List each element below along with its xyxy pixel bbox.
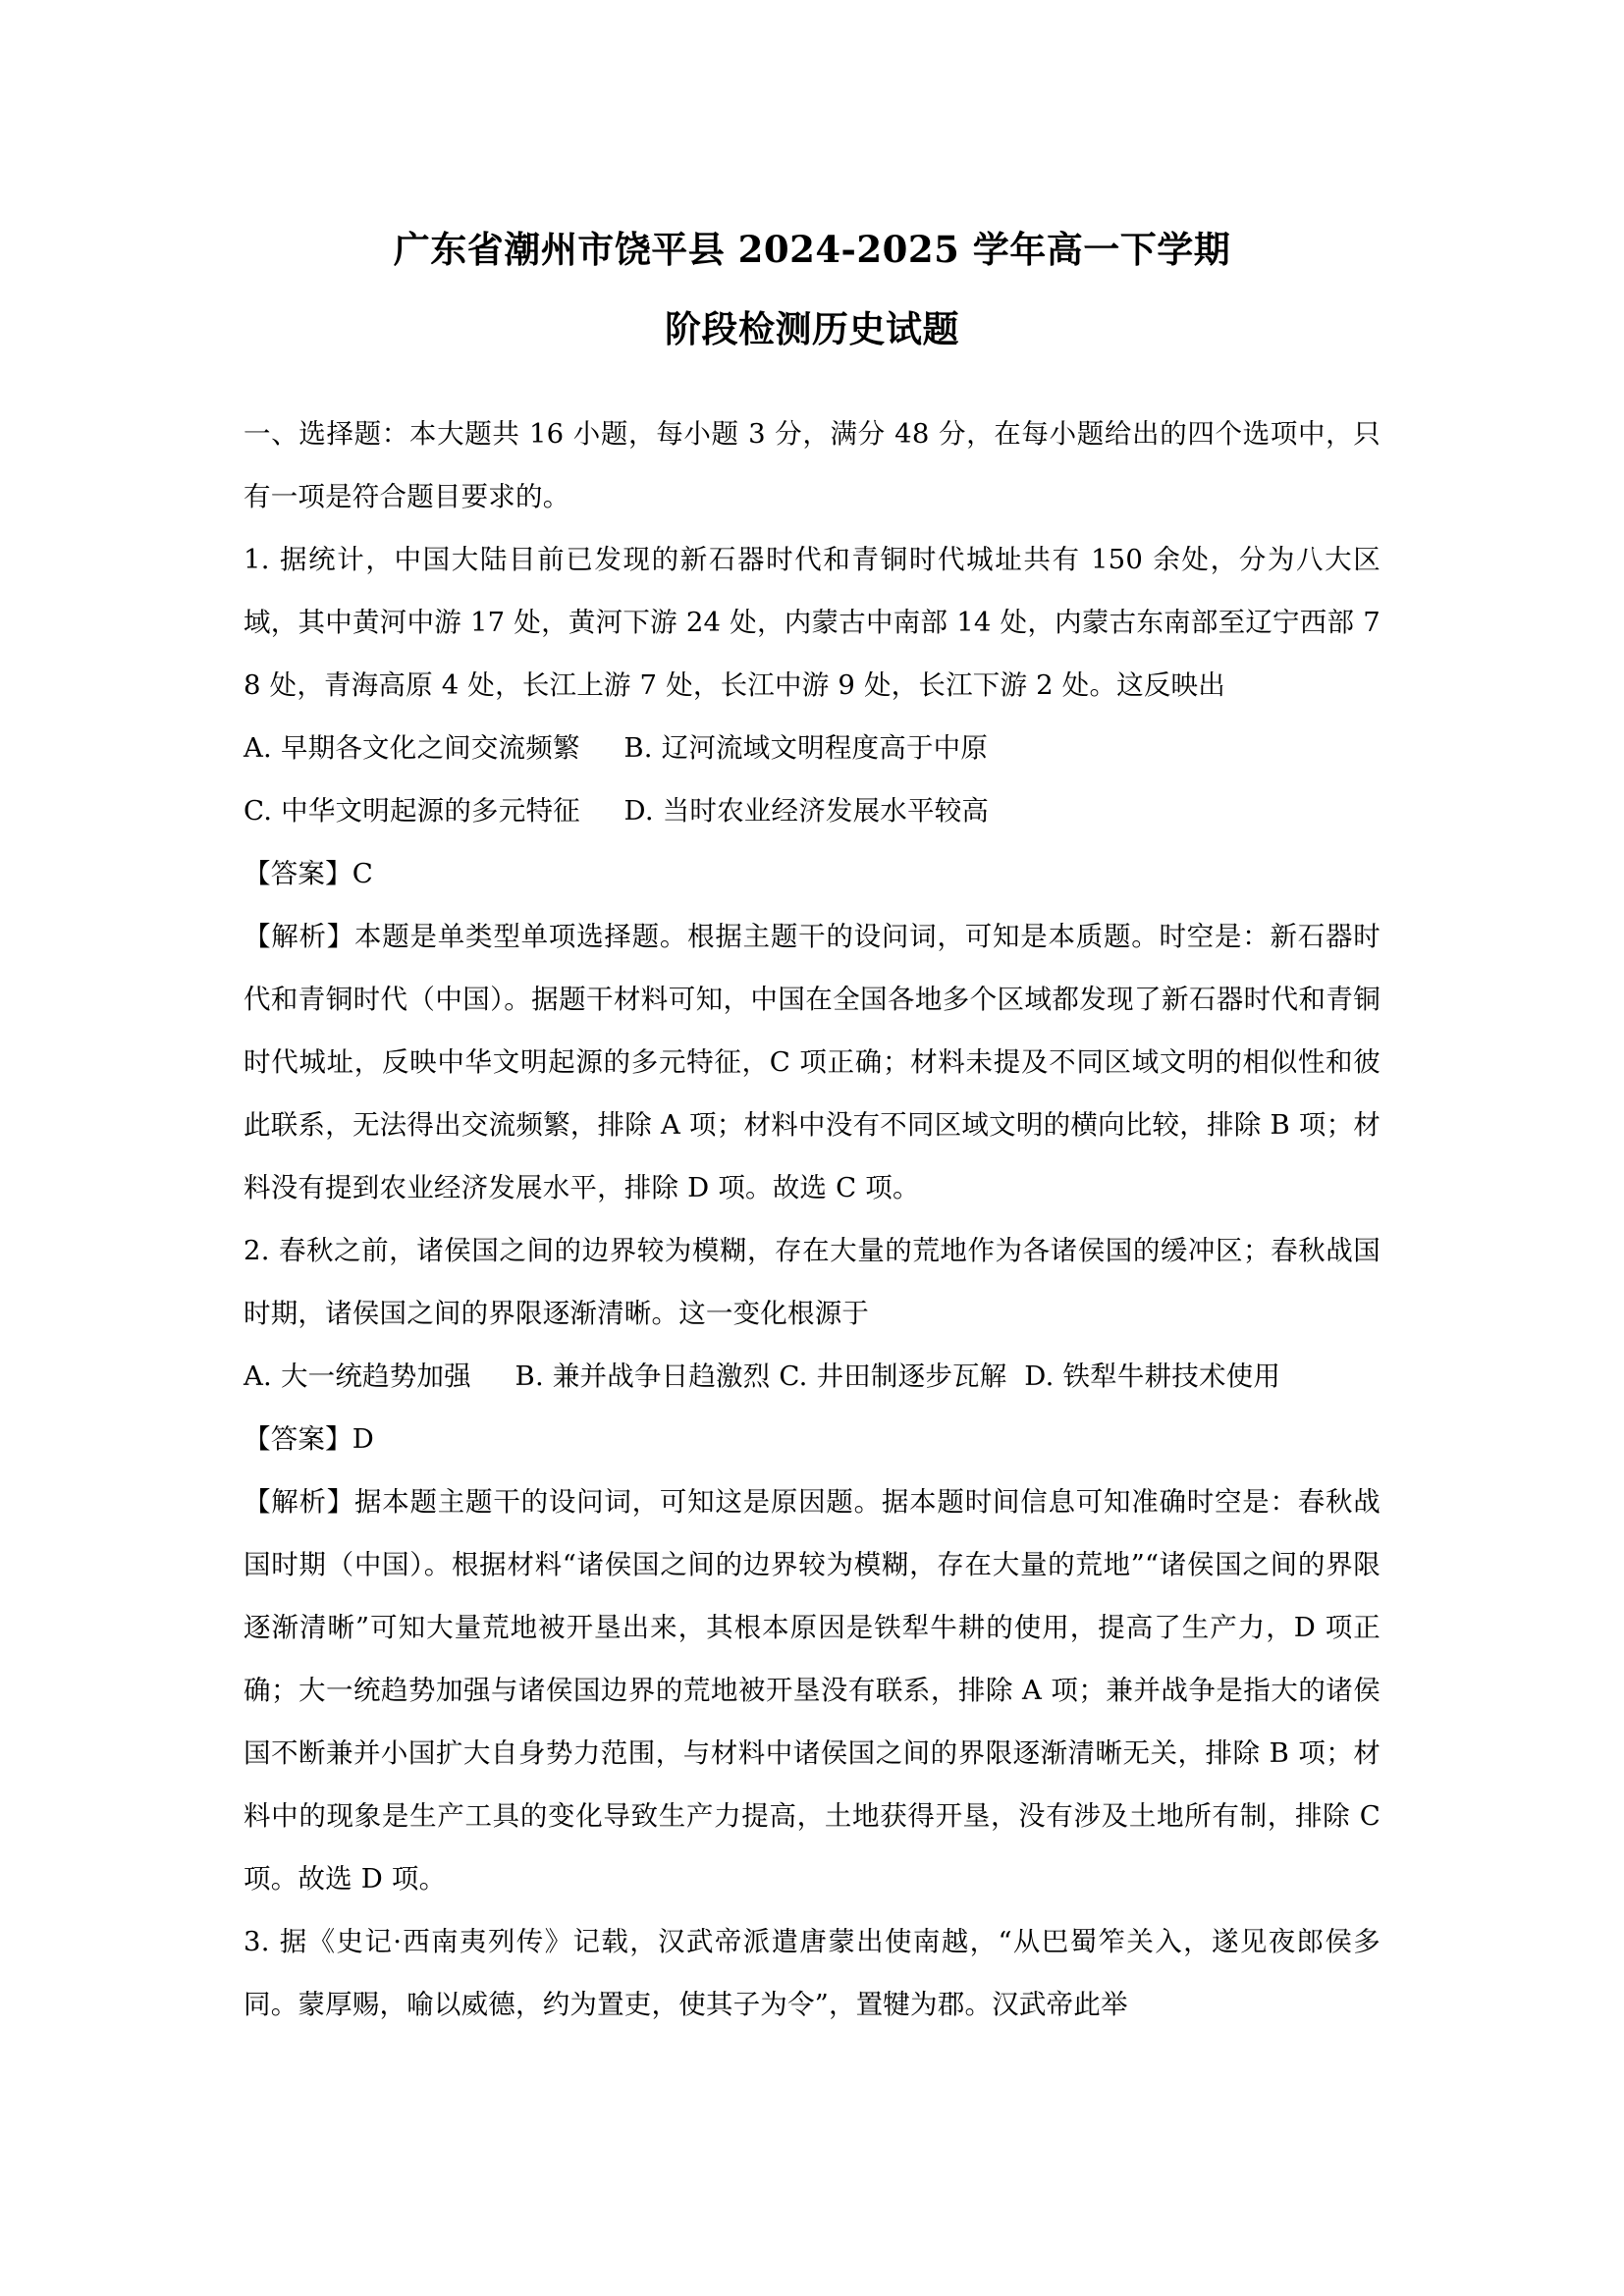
question-2-stem: 2. 春秋之前，诸侯国之间的边界较为模糊，存在大量的荒地作为各诸侯国的缓冲区；春秋战国时期，诸侯国之间的界限逐渐清晰。这一变化根源于 (244, 1235, 1380, 1329)
question-2-answer: 【答案】D (244, 1423, 375, 1455)
exam-body (244, 402, 1380, 2036)
page-title-line-1: 广东省潮州市饶平县 2024-2025 学年高一下学期 (393, 228, 1231, 271)
section-instruction: 一、选择题：本大题共 16 小题，每小题 3 分，满分 48 分，在每小题给出的四个选项中，只有一项是符合题目要求的。 (244, 418, 1380, 512)
question-3-stem: 3. 据《史记·西南夷列传》记载，汉武帝派遣唐蒙出使南越，“从巴蜀笮关入，遂见夜郎侯多同。蒙厚赐，喻以威德，约为置吏，使其子为令”，置犍为郡。汉武帝此举 (244, 1926, 1380, 2020)
question-1-stem: 1. 据统计，中国大陆目前已发现的新石器时代和青铜时代城址共有 150 余处，分为八大区域，其中黄河中游 17 处，黄河下游 24 处，内蒙古中南部 14 处，内蒙古东南部至辽宁西部 78 处，青海高原 4 处，长江上游 7 处，长江中游 9 处，长江下游 2 处。这反映出 (244, 544, 1380, 701)
question-1-answer: 【答案】C (244, 858, 374, 889)
page-title-line-2: 阶段检测历史试题 (665, 307, 959, 350)
question-2-analysis: 【解析】据本题主题干的设问词，可知这是原因题。据本题时间信息可知准确时空是：春秋战国时期（中国）。根据材料“诸侯国之间的边界较为模糊，存在大量的荒地”“诸侯国之间的界限逐渐清晰”可知大量荒地被开垦出来，其根本原因是铁犁牛耕的使用，提高了生产力，D 项正确；大一统趋势加强与诸侯国边界的荒地被开垦没有联系，排除 A 项；兼并战争是指大的诸侯国不断兼并小国扩大自身势力范围，与材料中诸侯国之间的界限逐渐清晰无关，排除 B 项；材料中的现象是生产工具的变化导致生产力提高，土地获得开垦，没有涉及土地所有制，排除 C 项。故选 D 项。 (244, 1486, 1380, 1895)
question-1-options-line-1[interactable]: A. 早期各文化之间交流频繁 B. 辽河流域文明程度高于中原 (244, 732, 989, 764)
question-1-analysis: 【解析】本题是单类型单项选择题。根据主题干的设问词，可知是本质题。时空是：新石器时代和青铜时代（中国）。据题干材料可知，中国在全国各地多个区域都发现了新石器时代和青铜时代城址，反映中华文明起源的多元特征，C 项正确；材料未提及不同区域文明的相似性和彼此联系，无法得出交流频繁，排除 A 项；材料中没有不同区域文明的横向比较，排除 B 项；材料没有提到农业经济发展水平，排除 D 项。故选 C 项。 (244, 921, 1380, 1203)
page-content (244, 0, 1380, 2036)
question-1-options-line-2[interactable]: C. 中华文明起源的多元特征 D. 当时农业经济发展水平较高 (244, 795, 990, 827)
document-title-block (244, 0, 1380, 350)
question-2-options-line-1[interactable]: A. 大一统趋势加强 B. 兼并战争日趋激烈 C. 井田制逐步瓦解 D. 铁犁牛耕技术使用 (244, 1361, 1281, 1392)
